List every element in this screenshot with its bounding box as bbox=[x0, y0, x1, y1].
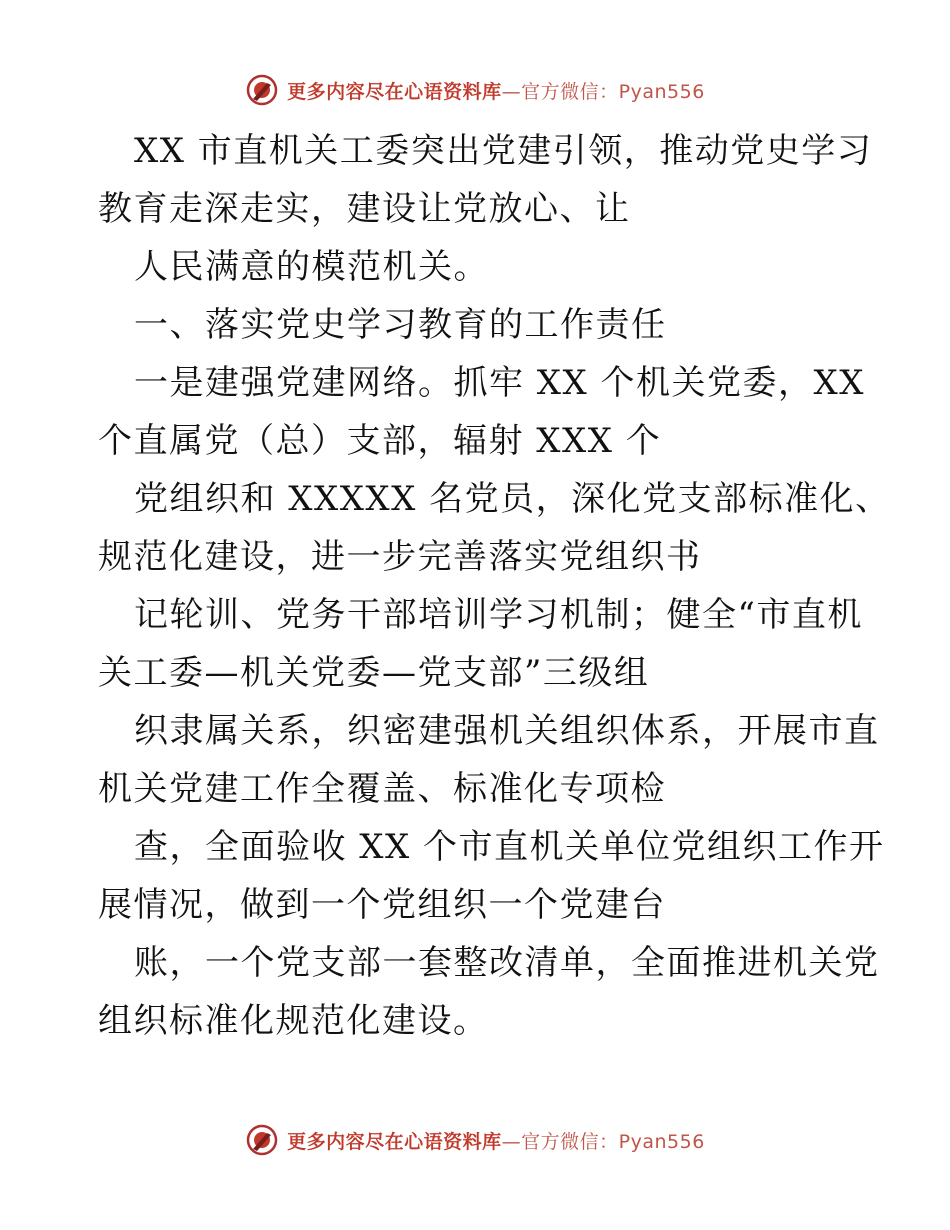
logo-icon bbox=[245, 1123, 279, 1157]
paragraph-line: 教育走深走实，建设让党放心、让 bbox=[98, 189, 631, 229]
paragraph-line: 织隶属关系，织密建强机关组织体系，开展市直 bbox=[134, 711, 880, 751]
footer-watermark bbox=[0, 1120, 950, 1160]
section-heading: 一、落实党史学习教育的工作责任 bbox=[134, 305, 667, 345]
paragraph-line: 人民满意的模范机关。 bbox=[134, 247, 489, 287]
paragraph-line: 党组织和 XXXXX 名党员，深化党支部标准化、 bbox=[134, 479, 891, 519]
paragraph-line: 机关党建工作全覆盖、标准化专项检 bbox=[98, 769, 666, 809]
watermark-text: 更多内容尽在心语资料库—官方微信：Pyan556 bbox=[287, 80, 705, 103]
document-body bbox=[98, 122, 891, 1050]
paragraph-line: 账，一个党支部一套整改清单，全面推进机关党 bbox=[134, 943, 880, 983]
header-watermark bbox=[0, 70, 950, 110]
logo-icon bbox=[245, 73, 279, 107]
watermark-text: 更多内容尽在心语资料库—官方微信：Pyan556 bbox=[287, 1130, 705, 1153]
paragraph-line: 个直属党（总）支部，辐射 XXX 个 bbox=[98, 421, 662, 461]
paragraph-line: 展情况，做到一个党组织一个党建台 bbox=[98, 885, 666, 925]
paragraph-line: XX 市直机关工委突出党建引领，推动党史学习 bbox=[134, 131, 873, 171]
paragraph-line: 一是建强党建网络。抓牢 XX 个机关党委，XX bbox=[134, 363, 865, 403]
paragraph-line: 规范化建设，进一步完善落实党组织书 bbox=[98, 537, 702, 577]
paragraph-line: 关工委—机关党委—党支部”三级组 bbox=[98, 653, 650, 693]
paragraph-line: 查，全面验收 XX 个市直机关单位党组织工作开 bbox=[134, 827, 885, 867]
paragraph-line: 记轮训、党务干部培训学习机制；健全“市直机 bbox=[134, 595, 863, 635]
paragraph-line: 组织标准化规范化建设。 bbox=[98, 1001, 489, 1041]
